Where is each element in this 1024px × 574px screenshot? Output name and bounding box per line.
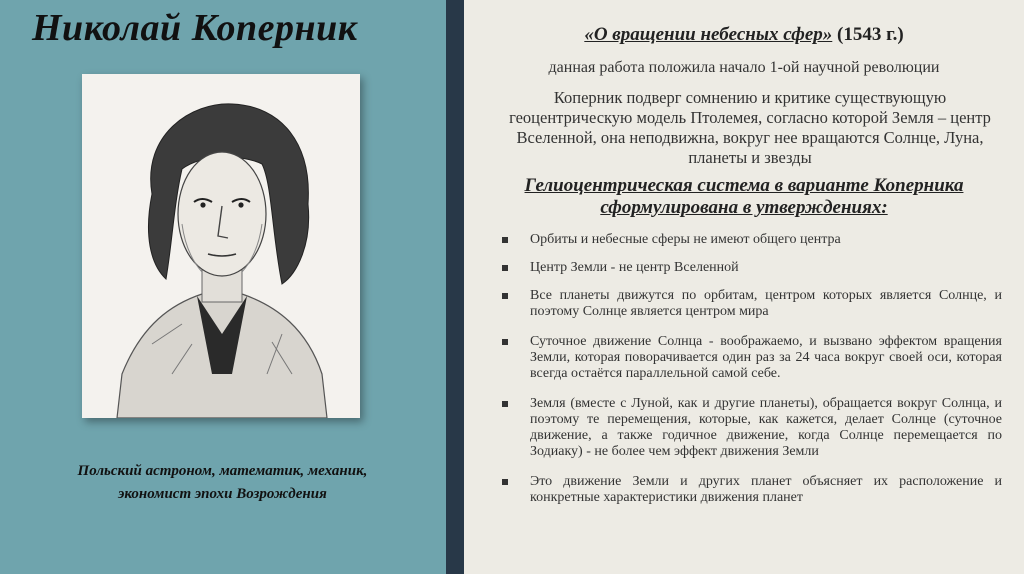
description-text: Коперник подверг сомнению и критике существующую геоцентрическую модель Птолемея, согласно которой Земля – центр Вселенной, она неподвижна, вокруг нее вращаются Солнце, Луна, планеты и звезды (509, 88, 991, 167)
bullet-icon (502, 401, 508, 407)
intro-text: данная работа положила начало 1-ой научной революции (548, 59, 940, 76)
statement-text: Все планеты движутся по орбитам, центром которых является Солнце, и поэтому Солнце является центром мира (530, 288, 1002, 319)
work-name: «О вращении небесных сфер» (584, 24, 833, 45)
portrait-caption: Польский астроном, математик, механик, экономист эпохи Возрождения (77, 463, 368, 502)
list-item (502, 260, 1002, 276)
right-panel (464, 0, 1024, 574)
page-title: Николай Коперник (32, 7, 358, 49)
statements-heading: Гелиоцентрическая система в варианте Коперника сформулирована в утверждениях: (524, 175, 964, 218)
statement-text: Суточное движение Солнца - воображаемо, и вызвано эффектом вращения Земли, которая поворачивается один раз за 24 часа вокруг своей оси, которая всегда остаётся параллельной самой себе. (530, 334, 1002, 381)
statement-text: Это движение Земли и других планет объясняет их расположение и конкретные характеристики движения планет (530, 474, 1002, 505)
panel-divider (446, 0, 464, 574)
bullet-icon (502, 265, 508, 271)
list-item (502, 396, 1002, 460)
left-panel (0, 0, 446, 574)
statements-list (502, 232, 1002, 506)
work-title (464, 24, 1024, 46)
list-item (502, 334, 1002, 382)
bullet-icon (502, 479, 508, 485)
statement-text: Центр Земли - не центр Вселенной (530, 260, 739, 275)
portrait-image (82, 74, 360, 418)
statement-text: Земля (вместе с Луной, как и другие планеты), обращается вокруг Солнца, и поэтому те перемещения, которые, как кажется, делает Солнце (суточное движение, а также годичное движение, когда Солнце перемещается по Зодиаку) - не более чем эффект движения Земли (530, 396, 1002, 459)
bullet-icon (502, 293, 508, 299)
list-item (502, 288, 1002, 320)
statement-text: Орбиты и небесные сферы не имеют общего центра (530, 232, 841, 247)
list-item (502, 232, 1002, 248)
bullet-icon (502, 339, 508, 345)
bullet-icon (502, 237, 508, 243)
list-item (502, 474, 1002, 506)
work-year: (1543 г.) (837, 24, 904, 45)
